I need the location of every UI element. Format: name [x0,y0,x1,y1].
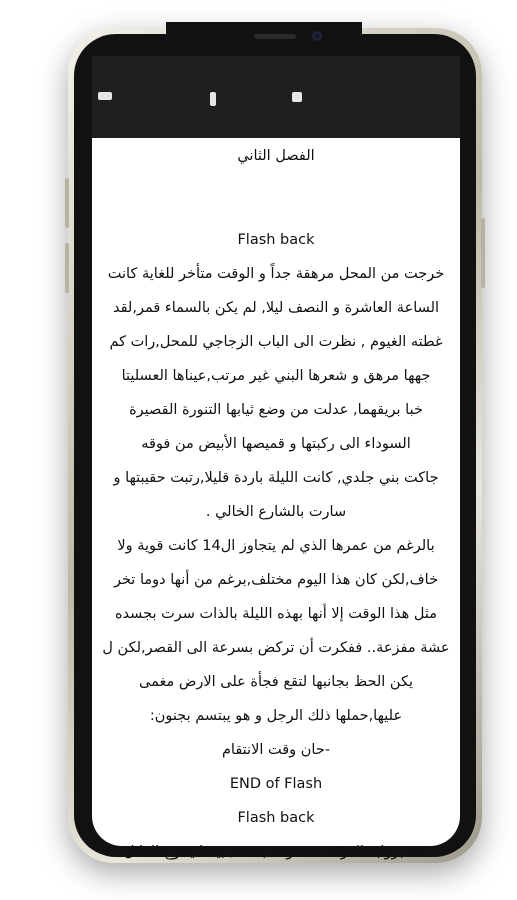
chapter-text [92,140,460,860]
text-line: سة بزوابة الغرفة مصدومة بشدة, بينما يخرج القاتل [123,844,429,860]
text-line: سارت بالشارع الخالي . [205,504,347,520]
app-top-bar [92,56,460,138]
speaker-grille [254,34,296,39]
text-line: Flash back [237,810,315,826]
text-line: عليها,حملها ذلك الرجل و هو يبتسم بجنون: [149,708,403,724]
text-line: مثل هذا الوقت إلا أنها بهذه الليلة بالذات سرت بجسده [114,606,438,622]
text-line: غطته الغيوم , نظرت الى الباب الزجاجي للمحل,رات كم [109,334,443,350]
text-line: Flash back [237,232,315,248]
topbar-glyph [292,92,302,102]
text-line: -حان وقت الانتقام [221,742,331,758]
text-line: جهها مرهق و شعرها البني غير مرتب,عيناها العسليتا [121,368,431,384]
chapter-title: الفصل الثاني [237,148,315,164]
text-line: بالرغم من عمرها الذي لم يتجاوز ال14 كانت قوية ولا [117,538,435,554]
power-button [481,218,485,288]
text-line: خاف,لكن كان هذا اليوم مختلف,برغم من أنها دوما تخر [113,572,439,588]
text-line: يكن الحظ بجانبها لتقع فجأة على الارض مغمى [139,674,413,690]
text-line: الساعة العاشرة و النصف ليلا, لم يكن بالسماء قمر,لقد [112,300,440,316]
phone-notch [166,22,362,56]
text-line: خرجت من المحل مرهقة جداً و الوقت متأخر للغاية كانت [107,266,445,282]
text-line: عشة مفزعة.. ففكرت أن تركض بسرعة الى القصر,لكن ل [102,640,450,656]
front-camera [312,31,322,41]
phone-screen [92,56,460,860]
phone-frame [68,28,482,863]
text-line: السوداء الى ركبتها و قميصها الأبيض من فوقه [141,436,411,452]
topbar-glyph [210,92,216,106]
volume-button [65,178,69,228]
topbar-glyph [98,92,112,100]
volume-button [65,243,69,293]
text-line: جاكت بني جلدي, كانت الليلة باردة قليلا,رتبت حقيبتها و [113,470,439,486]
phone-bezel [74,34,476,860]
text-line: END of Flash [229,776,323,792]
text-line: خبا بريقهما, عدلت من وضع ثيابها التنورة القصيرة [129,402,423,418]
